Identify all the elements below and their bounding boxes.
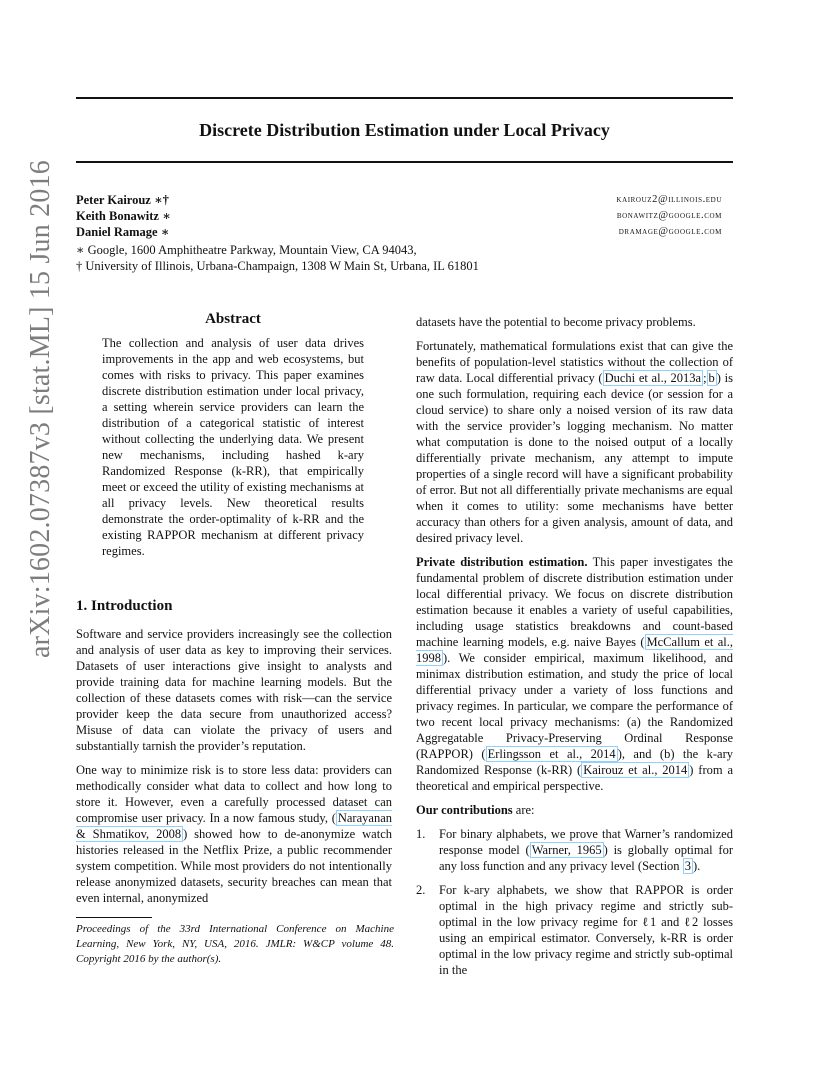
text-run: ) is one such formulation, requiring each device (or session for a cloud service) to share only a noised version of its raw data with the service provider’s logging mechanism. No matter what computation is done to the noised output of a locally differentially private mechanism, any attempt to impute properties of a single record will have a significant probability of error. But not all differentially private mechanisms are equal when it comes to utility: some mechanisms have better accuracy than others for a given analysis, amount of data, and desired privacy level. bbox=[416, 371, 733, 545]
list-item bbox=[416, 882, 733, 978]
paragraph-lead: Our contributions bbox=[416, 803, 513, 817]
citation-link[interactable]: Erlingsson et al., 2014 bbox=[487, 747, 616, 761]
text-run: ; bbox=[703, 371, 707, 385]
abstract-heading: Abstract bbox=[205, 311, 261, 327]
paragraph: Software and service providers increasingly see the collection and analysis of user data as key to improving their services. Datasets of user interactions give insight to analysts and provide training data for machine learning models. But the collection of these datasets comes with risk—can the service provider keep the data secure from unauthorized access? Misuse of data can violate the privacy of users and substantially tarnish the provider’s reputation. bbox=[76, 627, 392, 753]
citation-link[interactable]: McCallum et al., 1998 bbox=[416, 635, 733, 665]
affiliation: ∗ Google, 1600 Amphitheatre Parkway, Mountain View, CA 94043, bbox=[76, 243, 417, 257]
abstract-text: The collection and analysis of user data drives improvements in the app and web ecosystems, but comes with risks to privacy. This paper examines discrete distribution estimation under local privacy, a setting wherein service providers can learn the distribution of a categorical statistic of interest without collecting the underlying data. We present new mechanisms, including hashed k-ary Randomized Response (k-RR), that empirically meet or exceed the utility of existing mechanisms at all privacy levels. New theoretical results demonstrate the order-optimality of k-RR and the existing RAPPOR mechanism at different privacy regimes. bbox=[102, 336, 364, 558]
text-run: ) is globally optimal for any loss function and any privacy level (Section bbox=[439, 843, 734, 873]
paragraph-lead: Private distribution estimation. bbox=[416, 555, 588, 569]
author-email: bonawitz@google.com bbox=[616, 210, 722, 221]
paragraph bbox=[416, 554, 733, 794]
author-name: Peter Kairouz ∗† bbox=[76, 193, 169, 207]
paragraph bbox=[416, 338, 733, 546]
contributions-list bbox=[416, 826, 733, 978]
author-email: kairouz2@illinois.edu bbox=[616, 194, 722, 205]
text-run: For k-ary alphabets, we show that RAPPOR is order optimal in the high privacy regime and strictly sub-optimal in the low privacy regime for ℓ1 and ℓ2 losses using an empirical estimator. Conversely, k-RR is order optimal in the low privacy regime and strictly sub-optimal in the bbox=[439, 883, 733, 977]
text-run: ) from a theoretical and empirical perspective. bbox=[416, 763, 733, 793]
text-run: For binary alphabets, we prove that Warner’s randomized response model ( bbox=[439, 827, 733, 857]
text-run: ), and (b) the k-ary Randomized Response (k-RR) ( bbox=[416, 747, 734, 777]
footnote-rule bbox=[76, 917, 152, 918]
author-name: Daniel Ramage ∗ bbox=[76, 225, 170, 239]
author-email: dramage@google.com bbox=[618, 226, 722, 237]
section-link[interactable]: 3 bbox=[684, 859, 691, 873]
text-run: Fortunately, mathematical formulations exist that can give the benefits of population-level statistics without the collection of raw data. Local differential privacy ( bbox=[416, 339, 733, 385]
citation-link[interactable]: Kairouz et al., 2014 bbox=[583, 763, 688, 777]
text-run: One way to minimize risk is to store less data: providers can methodically consider what data to collect and how long to store it. However, even a carefully processed dataset can compromise user privacy. In a now famous study, ( bbox=[76, 763, 392, 825]
text-run: ). bbox=[692, 859, 701, 873]
citation-link[interactable]: b bbox=[708, 371, 715, 385]
list-item bbox=[416, 826, 733, 874]
paragraph bbox=[76, 762, 392, 906]
paragraph: datasets have the potential to become privacy problems. bbox=[416, 315, 696, 329]
text-run: are: bbox=[512, 803, 535, 817]
author-name: Keith Bonawitz ∗ bbox=[76, 209, 171, 223]
proceedings-footnote: Proceedings of the 33rd International Conference on Machine Learning, New York, NY, USA, 2016. JMLR: W&CP volume 48. Copyright 2016 by the author(s). bbox=[76, 923, 394, 965]
paper-title: Discrete Distribution Estimation under Local Privacy bbox=[199, 120, 610, 140]
text-run: ) showed how to de-anonymize watch histories released in the Netflix Prize, a public recommender system competition. While most providers do not intentionally release anonymized datasets, security breaches can mean that even internal, anonymized bbox=[76, 827, 392, 905]
paragraph bbox=[416, 802, 733, 818]
citation-link[interactable]: Warner, 1965 bbox=[531, 843, 602, 857]
list-number: 2. bbox=[416, 883, 426, 897]
introduction-section bbox=[76, 598, 392, 906]
right-column bbox=[416, 314, 733, 986]
list-number: 1. bbox=[416, 827, 426, 841]
arxiv-identifier: arXiv:1602.07387v3 [stat.ML] 15 Jun 2016 bbox=[25, 160, 56, 658]
citation-link[interactable]: Narayanan & Shmatikov, 2008 bbox=[76, 811, 392, 841]
text-run: This paper investigates the fundamental problem of discrete distribution estimation under local differential privacy. We focus on discrete distribution estimation because it enables a variety of useful capabilities, including usage statistics breakdowns and count-based machine learning models, e.g. naive Bayes ( bbox=[416, 555, 733, 649]
section-heading: 1. Introduction bbox=[76, 598, 173, 614]
title-top-rule bbox=[76, 97, 733, 99]
abstract-block bbox=[102, 311, 364, 559]
citation-link[interactable]: Duchi et al., 2013a bbox=[604, 371, 702, 385]
title-bottom-rule bbox=[76, 161, 733, 163]
affiliation: † University of Illinois, Urbana-Champaign, 1308 W Main St, Urbana, IL 61801 bbox=[76, 259, 479, 273]
text-run: ). We consider empirical, maximum likelihood, and minimax distribution estimation, and study the price of local differential privacy under a variety of loss functions and privacy regimes. In particular, we compare the performance of two recent local privacy mechanisms: (a) the Randomized Aggregatable Privacy-Preserving Ordinal Response (RAPPOR) ( bbox=[416, 651, 733, 761]
